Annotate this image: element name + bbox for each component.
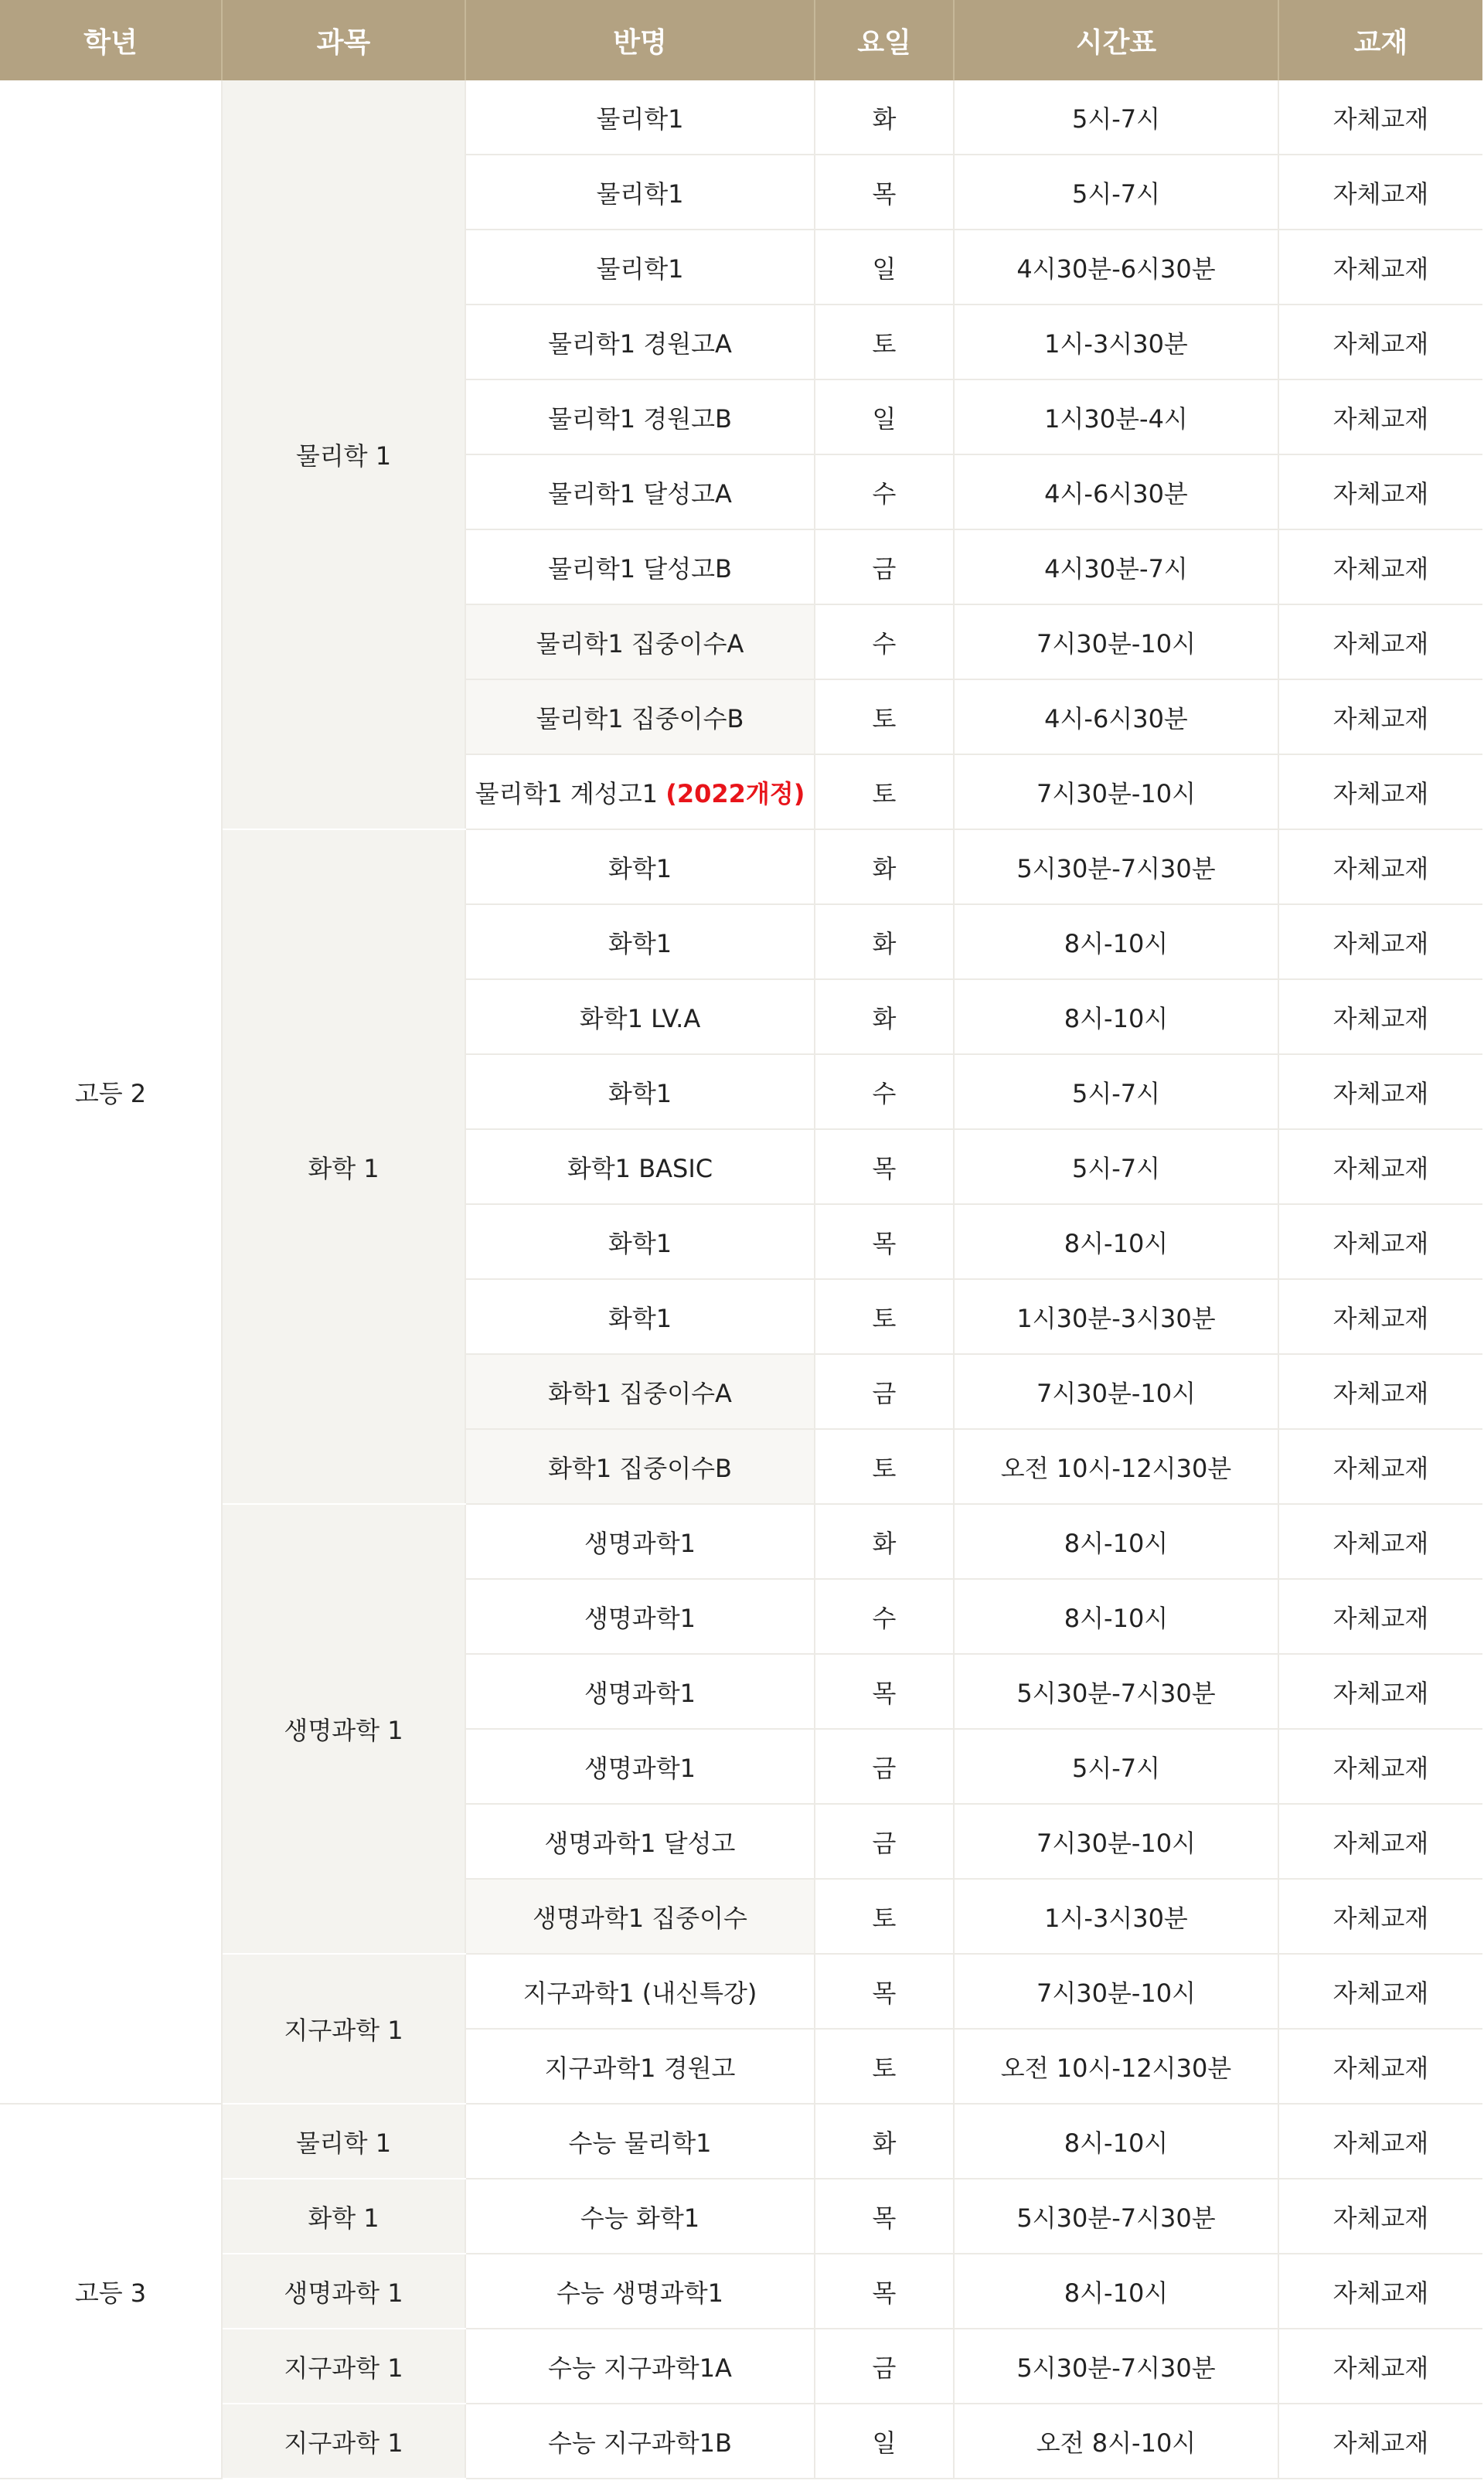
class-name-cell: [465, 1054, 815, 1129]
class-name-cell: [465, 2179, 815, 2254]
textbook-cell: 자체교재: [1278, 305, 1482, 379]
time-cell: 5시-7시: [954, 1054, 1278, 1129]
textbook-cell: 자체교재: [1278, 80, 1482, 155]
textbook-cell: 자체교재: [1278, 2104, 1482, 2179]
day-cell: 금: [815, 2329, 954, 2404]
class-name-text: 화학1: [608, 1228, 672, 1258]
class-name-text: 물리학1 집중이수A: [536, 628, 744, 658]
table-row: [0, 829, 1482, 904]
table-row: [0, 2404, 1482, 2479]
class-name-text: 화학1 LV.A: [579, 1003, 701, 1033]
subject-cell: 화학 1: [222, 829, 465, 1504]
day-cell: 화: [815, 904, 954, 979]
class-name-cell: [465, 1429, 815, 1504]
class-name-cell: [465, 1129, 815, 1204]
class-name-cell: [465, 1579, 815, 1654]
textbook-cell: 자체교재: [1278, 2179, 1482, 2254]
class-name-cell: [465, 1879, 815, 1954]
subject-cell: 지구과학 1: [222, 2404, 465, 2479]
class-name-text: 화학1 BASIC: [567, 1153, 713, 1183]
time-cell: 5시30분-7시30분: [954, 829, 1278, 904]
subject-cell: 생명과학 1: [222, 2254, 465, 2329]
header-subject: 과목: [222, 0, 465, 80]
day-cell: 목: [815, 155, 954, 230]
time-cell: 8시-10시: [954, 979, 1278, 1054]
class-name-cell: [465, 1954, 815, 2029]
class-name-cell: [465, 1804, 815, 1879]
class-name-cell: [465, 2329, 815, 2404]
class-name-text: 수능 물리학1: [568, 2128, 712, 2158]
textbook-cell: 자체교재: [1278, 604, 1482, 679]
day-cell: 금: [815, 1804, 954, 1879]
class-name-cell: [465, 2404, 815, 2479]
revision-note: (2022개정): [665, 778, 805, 808]
textbook-cell: 자체교재: [1278, 904, 1482, 979]
class-name-text: 생명과학1: [584, 1753, 696, 1783]
day-cell: 토: [815, 305, 954, 379]
subject-cell: 지구과학 1: [222, 1954, 465, 2104]
day-cell: 토: [815, 1279, 954, 1354]
time-cell: 오전 10시-12시30분: [954, 1429, 1278, 1504]
day-cell: 일: [815, 379, 954, 454]
time-cell: 7시30분-10시: [954, 1954, 1278, 2029]
class-name-text: 화학1 집중이수B: [548, 1453, 732, 1483]
class-name-cell: [465, 2029, 815, 2104]
day-cell: 수: [815, 1054, 954, 1129]
time-cell: 8시-10시: [954, 1579, 1278, 1654]
time-cell: 8시-10시: [954, 1504, 1278, 1579]
class-name-cell: [465, 979, 815, 1054]
textbook-cell: 자체교재: [1278, 1204, 1482, 1279]
day-cell: 목: [815, 1129, 954, 1204]
time-cell: 1시30분-3시30분: [954, 1279, 1278, 1354]
time-cell: 5시30분-7시30분: [954, 2329, 1278, 2404]
textbook-cell: 자체교재: [1278, 2329, 1482, 2404]
subject-cell: 지구과학 1: [222, 2329, 465, 2404]
day-cell: 화: [815, 979, 954, 1054]
class-name-cell: [465, 1354, 815, 1429]
textbook-cell: 자체교재: [1278, 679, 1482, 754]
day-cell: 화: [815, 2104, 954, 2179]
table-row: [0, 2254, 1482, 2329]
time-cell: 5시30분-7시30분: [954, 2179, 1278, 2254]
class-name-text: 생명과학1 집중이수: [533, 1903, 747, 1933]
textbook-cell: 자체교재: [1278, 529, 1482, 604]
textbook-cell: 자체교재: [1278, 1129, 1482, 1204]
day-cell: 일: [815, 2404, 954, 2479]
time-cell: 5시-7시: [954, 1129, 1278, 1204]
header-class-name: 반명: [465, 0, 815, 80]
header-textbook: 교재: [1278, 0, 1482, 80]
time-cell: 1시30분-4시: [954, 379, 1278, 454]
textbook-cell: 자체교재: [1278, 230, 1482, 305]
time-cell: 5시-7시: [954, 155, 1278, 230]
time-cell: 8시-10시: [954, 2254, 1278, 2329]
class-name-text: 물리학1: [596, 254, 684, 284]
textbook-cell: 자체교재: [1278, 754, 1482, 829]
header-timetable: 시간표: [954, 0, 1278, 80]
time-cell: 7시30분-10시: [954, 1354, 1278, 1429]
day-cell: 목: [815, 1204, 954, 1279]
class-name-cell: [465, 2104, 815, 2179]
textbook-cell: 자체교재: [1278, 454, 1482, 529]
header-row: [0, 0, 1482, 80]
class-name-text: 수능 화학1: [580, 2203, 700, 2233]
class-name-text: 생명과학1 달성고: [544, 1828, 736, 1858]
class-name-cell: [465, 604, 815, 679]
textbook-cell: 자체교재: [1278, 829, 1482, 904]
textbook-cell: 자체교재: [1278, 1504, 1482, 1579]
day-cell: 금: [815, 1354, 954, 1429]
time-cell: 4시-6시30분: [954, 454, 1278, 529]
day-cell: 목: [815, 1654, 954, 1729]
time-cell: 4시-6시30분: [954, 679, 1278, 754]
timetable-body: [0, 80, 1482, 2479]
class-name-cell: [465, 829, 815, 904]
day-cell: 수: [815, 604, 954, 679]
textbook-cell: 자체교재: [1278, 1354, 1482, 1429]
textbook-cell: 자체교재: [1278, 1804, 1482, 1879]
class-name-text: 물리학1 집중이수B: [536, 703, 744, 733]
day-cell: 금: [815, 1729, 954, 1804]
class-name-cell: [465, 679, 815, 754]
table-row: [0, 1954, 1482, 2029]
day-cell: 토: [815, 2029, 954, 2104]
day-cell: 일: [815, 230, 954, 305]
textbook-cell: 자체교재: [1278, 1729, 1482, 1804]
class-name-text: 생명과학1: [584, 1678, 696, 1708]
time-cell: 8시-10시: [954, 2104, 1278, 2179]
class-name-text: 수능 지구과학1B: [548, 2428, 732, 2458]
textbook-cell: 자체교재: [1278, 2029, 1482, 2104]
header-day: 요일: [815, 0, 954, 80]
time-cell: 4시30분-7시: [954, 529, 1278, 604]
class-name-cell: [465, 529, 815, 604]
day-cell: 토: [815, 754, 954, 829]
class-name-cell: [465, 80, 815, 155]
class-name-text: 화학1: [608, 1078, 672, 1108]
time-cell: 8시-10시: [954, 904, 1278, 979]
day-cell: 화: [815, 1504, 954, 1579]
textbook-cell: 자체교재: [1278, 1054, 1482, 1129]
table-row: [0, 80, 1482, 155]
day-cell: 토: [815, 679, 954, 754]
subject-cell: 생명과학 1: [222, 1504, 465, 1954]
class-name-cell: [465, 904, 815, 979]
day-cell: 토: [815, 1429, 954, 1504]
textbook-cell: 자체교재: [1278, 1429, 1482, 1504]
day-cell: 수: [815, 1579, 954, 1654]
textbook-cell: 자체교재: [1278, 1954, 1482, 2029]
class-name-cell: [465, 454, 815, 529]
class-name-text: 물리학1 계성고1: [475, 778, 659, 808]
class-name-text: 화학1 집중이수A: [548, 1378, 732, 1408]
time-cell: 1시-3시30분: [954, 305, 1278, 379]
day-cell: 금: [815, 529, 954, 604]
grade-cell: 고등 2: [0, 80, 222, 2104]
class-name-text: 화학1: [608, 1303, 672, 1333]
class-name-text: 화학1: [608, 853, 672, 883]
time-cell: 오전 10시-12시30분: [954, 2029, 1278, 2104]
class-name-cell: [465, 2254, 815, 2329]
class-name-cell: [465, 1654, 815, 1729]
class-name-text: 지구과학1 (내신특강): [522, 1978, 757, 2008]
class-name-cell: [465, 379, 815, 454]
subject-cell: 물리학 1: [222, 2104, 465, 2179]
class-name-text: 화학1: [608, 928, 672, 958]
grade-cell: 고등 3: [0, 2104, 222, 2479]
class-name-text: 물리학1 달성고A: [548, 478, 732, 509]
time-cell: 8시-10시: [954, 1204, 1278, 1279]
subject-cell: 물리학 1: [222, 80, 465, 829]
textbook-cell: 자체교재: [1278, 979, 1482, 1054]
class-name-cell: [465, 1504, 815, 1579]
class-name-text: 물리학1: [596, 104, 684, 134]
textbook-cell: 자체교재: [1278, 2254, 1482, 2329]
class-name-text: 지구과학1 경원고: [544, 2053, 736, 2083]
day-cell: 수: [815, 454, 954, 529]
table-row: [0, 2179, 1482, 2254]
table-row: [0, 2329, 1482, 2404]
subject-cell: 화학 1: [222, 2179, 465, 2254]
class-name-cell: [465, 754, 815, 829]
day-cell: 목: [815, 2179, 954, 2254]
class-name-cell: [465, 230, 815, 305]
class-name-text: 수능 생명과학1: [556, 2278, 723, 2308]
textbook-cell: 자체교재: [1278, 2404, 1482, 2479]
class-name-cell: [465, 305, 815, 379]
textbook-cell: 자체교재: [1278, 1654, 1482, 1729]
class-name-text: 물리학1 경원고B: [548, 403, 732, 434]
class-name-cell: [465, 155, 815, 230]
time-cell: 4시30분-6시30분: [954, 230, 1278, 305]
day-cell: 화: [815, 829, 954, 904]
textbook-cell: 자체교재: [1278, 1879, 1482, 1954]
class-name-text: 물리학1 달성고B: [548, 553, 732, 584]
header-grade: 학년: [0, 0, 222, 80]
time-cell: 5시-7시: [954, 1729, 1278, 1804]
class-name-cell: [465, 1204, 815, 1279]
class-name-text: 생명과학1: [584, 1603, 696, 1633]
day-cell: 목: [815, 2254, 954, 2329]
class-name-cell: [465, 1729, 815, 1804]
time-cell: 7시30분-10시: [954, 604, 1278, 679]
time-cell: 7시30분-10시: [954, 1804, 1278, 1879]
table-row: [0, 2104, 1482, 2179]
day-cell: 화: [815, 80, 954, 155]
textbook-cell: 자체교재: [1278, 379, 1482, 454]
time-cell: 5시30분-7시30분: [954, 1654, 1278, 1729]
textbook-cell: 자체교재: [1278, 1579, 1482, 1654]
time-cell: 오전 8시-10시: [954, 2404, 1278, 2479]
class-name-text: 물리학1 경원고A: [548, 328, 732, 359]
textbook-cell: 자체교재: [1278, 155, 1482, 230]
textbook-cell: 자체교재: [1278, 1279, 1482, 1354]
class-name-text: 물리학1: [596, 179, 684, 209]
class-name-text: 생명과학1: [584, 1528, 696, 1558]
day-cell: 목: [815, 1954, 954, 2029]
time-cell: 1시-3시30분: [954, 1879, 1278, 1954]
time-cell: 5시-7시: [954, 80, 1278, 155]
class-name-text: 수능 지구과학1A: [548, 2353, 732, 2383]
day-cell: 토: [815, 1879, 954, 1954]
class-name-cell: [465, 1279, 815, 1354]
table-row: [0, 1504, 1482, 1579]
time-cell: 7시30분-10시: [954, 754, 1278, 829]
